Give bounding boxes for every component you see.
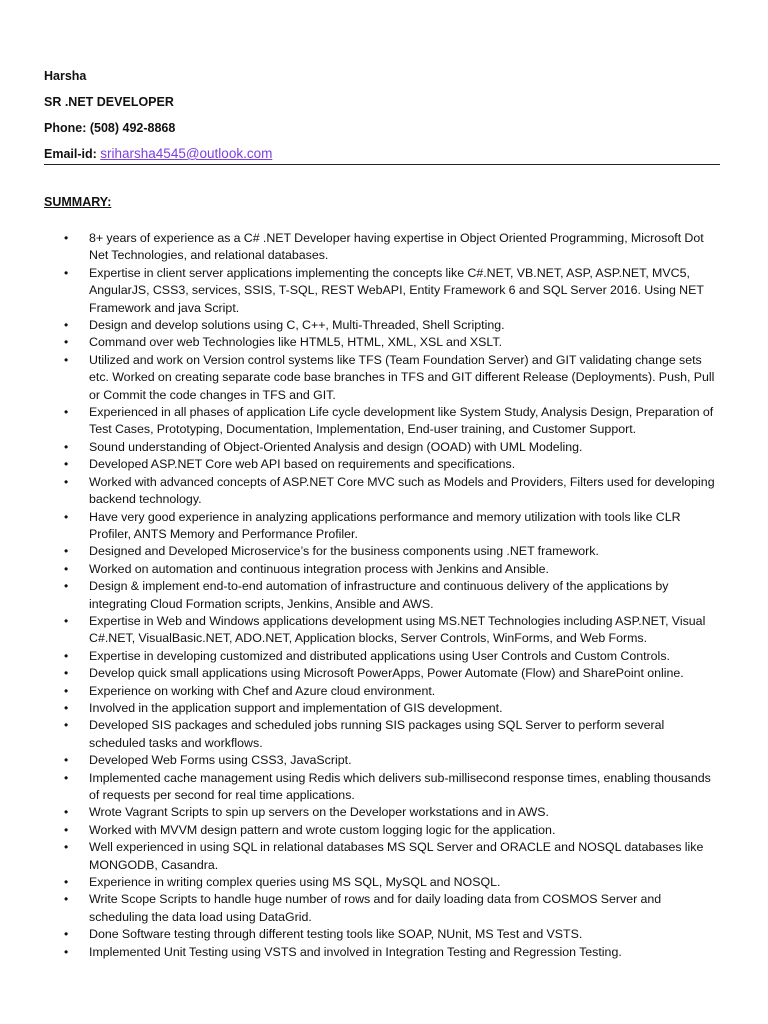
- summary-item: [44, 944, 723, 961]
- summary-item: [44, 352, 723, 404]
- summary-item: [44, 700, 723, 717]
- summary-item-text: Expertise in Web and Windows applications development using MS.NET Technologies including ASP.NET, Visual C#.NET, VisualBasic.NET, ADO.NET, Application blocks, Server Controls, WinForms, and Web Forms.: [89, 613, 706, 646]
- bullet-icon: •: [64, 683, 69, 698]
- summary-item: [44, 578, 723, 613]
- bullet-icon: •: [64, 265, 69, 280]
- bullet-icon: •: [64, 875, 69, 890]
- summary-item-text: 8+ years of experience as a C# .NET Developer having expertise in Object Oriented Programming, Microsoft Dot Net Technologies, and relational databases.: [89, 231, 704, 263]
- summary-item: [44, 648, 723, 665]
- summary-item: [44, 839, 723, 874]
- bullet-icon: •: [64, 439, 69, 454]
- phone-number: (508) 492-8868: [89, 121, 176, 135]
- bullet-icon: •: [64, 753, 69, 768]
- summary-item-text: Wrote Vagrant Scripts to spin up servers on the Developer workstations and in AWS.: [89, 805, 549, 820]
- summary-item: [44, 683, 723, 700]
- bullet-icon: •: [64, 770, 69, 785]
- summary-item-text: Write Scope Scripts to handle huge number of rows and for daily loading data from COSMOS Server and scheduling the data load using DataGrid.: [89, 892, 662, 924]
- summary-list: [44, 230, 720, 961]
- bullet-icon: •: [64, 335, 69, 350]
- summary-item-text: Experience on working with Chef and Azure cloud environment.: [89, 683, 436, 698]
- summary-item-text: Expertise in developing customized and distributed applications using User Controls and Custom Controls.: [89, 648, 670, 663]
- bullet-icon: •: [64, 561, 69, 576]
- summary-item: [44, 891, 723, 926]
- summary-heading: SUMMARY:: [44, 195, 112, 209]
- bullet-icon: •: [64, 648, 69, 663]
- email-line: [44, 146, 720, 162]
- summary-item: [44, 509, 723, 544]
- summary-item: [44, 265, 723, 317]
- summary-item-text: Worked with MVVM design pattern and wrote custom logging logic for the application.: [89, 822, 556, 837]
- summary-item: [44, 317, 723, 334]
- summary-item-text: Worked with advanced concepts of ASP.NET Core MVC such as Models and Providers, Filters used for developing backend technology.: [89, 474, 715, 507]
- bullet-icon: •: [64, 457, 69, 472]
- summary-item-text: Develop quick small applications using Microsoft PowerApps, Power Automate (Flow) and SharePoint online.: [89, 666, 684, 681]
- email-label: Email-id:: [44, 147, 97, 161]
- bullet-icon: •: [64, 840, 69, 855]
- summary-item-text: Expertise in client server applications implementing the concepts like C#.NET, VB.NET, ASP, ASP.NET, MVC5, AngularJS, CSS3, services, SSIS, T-SQL, REST WebAPI, Entity Framework 6 and SQL Server 2016. Using NET Framework and java Script.: [89, 265, 704, 315]
- summary-item-text: Utilized and work on Version control systems like TFS (Team Foundation Server) and GIT validating change sets etc. Worked on creating separate code base branches in TFS and GIT different Release (Deployments). Push, Pull or Commit the code changes in TFS and GIT.: [89, 352, 715, 402]
- summary-item-text: Worked on automation and continuous integration process with Jenkins and Ansible.: [89, 561, 549, 576]
- summary-item-text: Implemented Unit Testing using VSTS and involved in Integration Testing and Regression Testing.: [89, 944, 622, 959]
- phone-line: [44, 120, 720, 136]
- summary-item: [44, 874, 723, 891]
- bullet-icon: •: [64, 579, 69, 594]
- summary-item-text: Design and develop solutions using C, C++, Multi-Threaded, Shell Scripting.: [89, 318, 505, 333]
- summary-item: [44, 752, 723, 769]
- header-divider: [44, 164, 720, 165]
- bullet-icon: •: [64, 544, 69, 559]
- bullet-icon: •: [64, 927, 69, 942]
- bullet-icon: •: [64, 718, 69, 733]
- summary-item: [44, 561, 723, 578]
- summary-item: [44, 439, 723, 456]
- summary-item-text: Developed SIS packages and scheduled jobs running SIS packages using SQL Server to perform several scheduled tasks and workflows.: [89, 718, 665, 750]
- summary-item-text: Done Software testing through different testing tools like SOAP, NUnit, MS Test and VSTS.: [89, 927, 583, 942]
- summary-item: [44, 926, 723, 943]
- summary-item: [44, 543, 723, 560]
- summary-item: [44, 770, 723, 805]
- summary-item: [44, 613, 723, 648]
- summary-item: [44, 404, 723, 439]
- summary-item-text: Design & implement end-to-end automation of infrastructure and continuous delivery of the applications by integrating Cloud Formation scripts, Jenkins, Ansible and AWS.: [89, 579, 669, 611]
- summary-item: [44, 230, 723, 265]
- summary-item: [44, 665, 723, 682]
- bullet-icon: •: [64, 318, 69, 333]
- summary-item-text: Implemented cache management using Redis which delivers sub-millisecond response times, enabling thousands of requests per second for real time applications.: [89, 770, 711, 802]
- email-link[interactable]: sriharsha4545@outlook.com: [100, 146, 273, 161]
- phone-label: Phone:: [44, 121, 87, 135]
- summary-item-text: Developed Web Forms using CSS3, JavaScript.: [89, 753, 352, 768]
- summary-item: [44, 804, 723, 821]
- candidate-name: Harsha: [44, 69, 87, 83]
- summary-item-text: Sound understanding of Object-Oriented Analysis and design (OOAD) with UML Modeling.: [89, 439, 583, 454]
- bullet-icon: •: [64, 231, 69, 245]
- summary-item-text: Command over web Technologies like HTML5, HTML, XML, XSL and XSLT.: [89, 335, 503, 350]
- summary-item-text: Involved in the application support and implementation of GIS development.: [89, 700, 503, 715]
- summary-item-text: Well experienced in using SQL in relational databases MS SQL Server and ORACLE and NOSQL databases like MONGODB, Casandra.: [89, 840, 704, 872]
- summary-item-text: Experience in writing complex queries using MS SQL, MySQL and NOSQL.: [89, 875, 501, 890]
- bullet-icon: •: [64, 892, 69, 907]
- bullet-icon: •: [64, 405, 69, 420]
- summary-item: [44, 456, 723, 473]
- bullet-icon: •: [64, 822, 69, 837]
- summary-item-text: Designed and Developed Microservice’s for the business components using .NET framework.: [89, 544, 599, 559]
- summary-item: [44, 474, 723, 509]
- bullet-icon: •: [64, 613, 69, 628]
- bullet-icon: •: [64, 474, 69, 489]
- bullet-icon: •: [64, 944, 69, 959]
- summary-item: [44, 717, 723, 752]
- bullet-icon: •: [64, 805, 69, 820]
- bullet-icon: •: [64, 509, 69, 524]
- summary-item-text: Developed ASP.NET Core web API based on requirements and specifications.: [89, 457, 516, 472]
- bullet-icon: •: [64, 666, 69, 681]
- bullet-icon: •: [64, 700, 69, 715]
- summary-item: [44, 822, 723, 839]
- summary-item: [44, 334, 723, 351]
- job-title: SR .NET DEVELOPER: [44, 95, 174, 109]
- bullet-icon: •: [64, 352, 69, 367]
- summary-item-text: Experienced in all phases of application Life cycle development like System Study, Analysis Design, Preparation of Test Cases, Prototyping, Documentation, Implementation, End-user training, and Customer Support.: [89, 405, 714, 437]
- summary-item-text: Have very good experience in analyzing applications performance and memory utilization with tools like CLR Profiler, ANTS Memory and Performance Profiler.: [89, 509, 681, 541]
